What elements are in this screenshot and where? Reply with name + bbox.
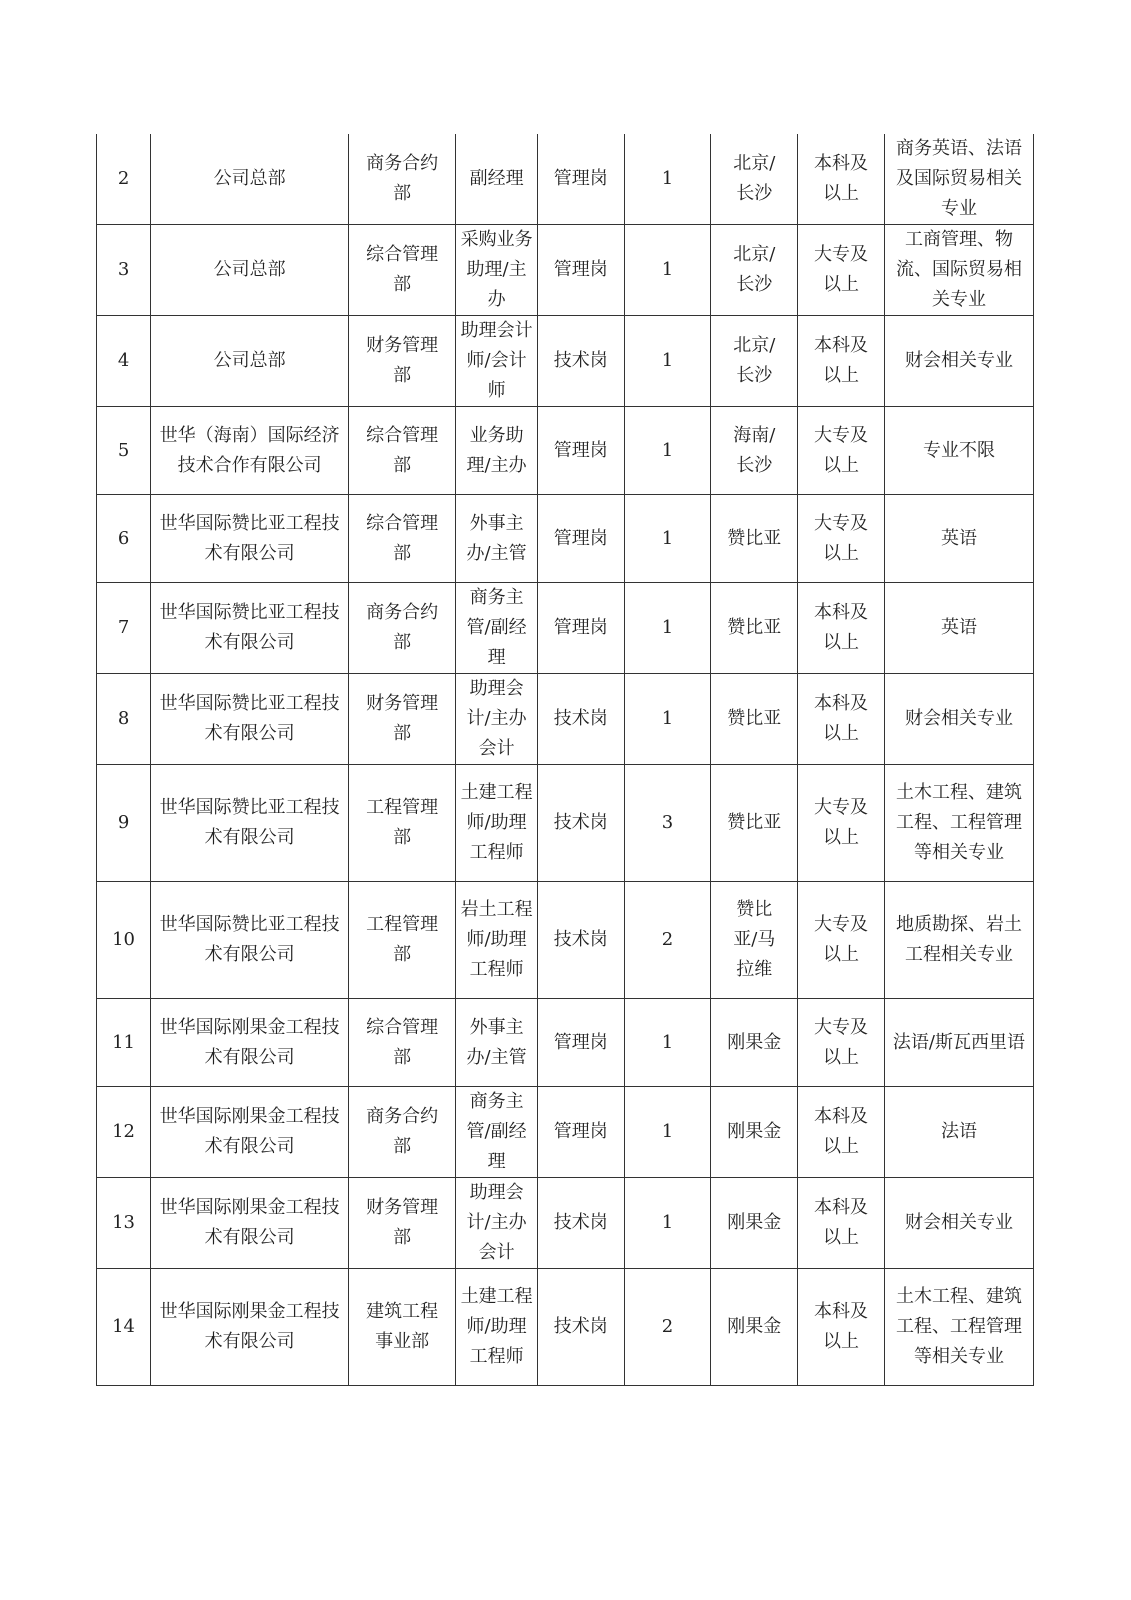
cell-count: 3 <box>624 765 711 882</box>
cell-count: 1 <box>624 1178 711 1269</box>
cell-category: 管理岗 <box>537 1087 624 1178</box>
cell-education: 大专及以上 <box>798 495 885 583</box>
cell-location: 刚果金 <box>711 1178 798 1269</box>
cell-major: 法语/斯瓦西里语 <box>884 999 1033 1087</box>
cell-location: 赞比亚 <box>711 674 798 765</box>
cell-major: 财会相关专业 <box>884 1178 1033 1269</box>
cell-company: 世华国际刚果金工程技术有限公司 <box>151 999 349 1087</box>
cell-no: 13 <box>97 1178 151 1269</box>
cell-company: 世华国际赞比亚工程技术有限公司 <box>151 674 349 765</box>
cell-education: 本科及以上 <box>798 1269 885 1386</box>
cell-department: 工程管理部 <box>349 765 456 882</box>
cell-category: 管理岗 <box>537 999 624 1087</box>
cell-no: 11 <box>97 999 151 1087</box>
table-body <box>97 134 1034 1386</box>
cell-count: 1 <box>624 674 711 765</box>
cell-company: 世华国际赞比亚工程技术有限公司 <box>151 765 349 882</box>
cell-department: 财务管理部 <box>349 1178 456 1269</box>
cell-company: 世华国际刚果金工程技术有限公司 <box>151 1269 349 1386</box>
cell-location: 赞比亚 <box>711 765 798 882</box>
cell-major: 土木工程、建筑工程、工程管理等相关专业 <box>884 1269 1033 1386</box>
cell-position: 土建工程师/助理工程师 <box>456 765 538 882</box>
cell-position: 采购业务助理/主办 <box>456 225 538 316</box>
cell-position: 外事主办/主管 <box>456 495 538 583</box>
cell-position: 业务助理/主办 <box>456 407 538 495</box>
cell-major: 法语 <box>884 1087 1033 1178</box>
cell-department: 综合管理部 <box>349 225 456 316</box>
cell-company: 公司总部 <box>151 134 349 225</box>
cell-education: 本科及以上 <box>798 583 885 674</box>
cell-category: 技术岗 <box>537 316 624 407</box>
cell-location: 赞比亚 <box>711 495 798 583</box>
cell-position: 副经理 <box>456 134 538 225</box>
table-row <box>97 999 1034 1087</box>
cell-department: 建筑工程事业部 <box>349 1269 456 1386</box>
cell-no: 8 <box>97 674 151 765</box>
cell-department: 工程管理部 <box>349 882 456 999</box>
cell-location: 北京/长沙 <box>711 316 798 407</box>
cell-department: 财务管理部 <box>349 674 456 765</box>
cell-education: 大专及以上 <box>798 407 885 495</box>
cell-count: 1 <box>624 134 711 225</box>
cell-no: 3 <box>97 225 151 316</box>
cell-major: 英语 <box>884 583 1033 674</box>
cell-count: 1 <box>624 407 711 495</box>
table-row <box>97 1178 1034 1269</box>
cell-position: 助理会计/主办会计 <box>456 1178 538 1269</box>
cell-major: 英语 <box>884 495 1033 583</box>
cell-count: 2 <box>624 882 711 999</box>
cell-no: 7 <box>97 583 151 674</box>
cell-major: 专业不限 <box>884 407 1033 495</box>
cell-position: 商务主管/副经理 <box>456 1087 538 1178</box>
cell-education: 大专及以上 <box>798 765 885 882</box>
cell-count: 1 <box>624 999 711 1087</box>
table-row <box>97 674 1034 765</box>
cell-education: 本科及以上 <box>798 674 885 765</box>
cell-major: 财会相关专业 <box>884 316 1033 407</box>
cell-department: 综合管理部 <box>349 999 456 1087</box>
table-row <box>97 134 1034 225</box>
table-row <box>97 225 1034 316</box>
cell-category: 技术岗 <box>537 674 624 765</box>
cell-no: 5 <box>97 407 151 495</box>
job-openings-table <box>96 134 1034 1386</box>
cell-no: 4 <box>97 316 151 407</box>
cell-major: 商务英语、法语及国际贸易相关专业 <box>884 134 1033 225</box>
cell-major: 财会相关专业 <box>884 674 1033 765</box>
table-row <box>97 316 1034 407</box>
cell-category: 技术岗 <box>537 882 624 999</box>
cell-location: 赞比亚 <box>711 583 798 674</box>
table-row <box>97 882 1034 999</box>
cell-category: 管理岗 <box>537 407 624 495</box>
cell-category: 管理岗 <box>537 134 624 225</box>
cell-no: 10 <box>97 882 151 999</box>
cell-location: 北京/长沙 <box>711 134 798 225</box>
cell-category: 管理岗 <box>537 583 624 674</box>
cell-company: 公司总部 <box>151 225 349 316</box>
cell-location: 海南/长沙 <box>711 407 798 495</box>
cell-position: 助理会计师/会计师 <box>456 316 538 407</box>
cell-education: 大专及以上 <box>798 225 885 316</box>
cell-department: 财务管理部 <box>349 316 456 407</box>
cell-position: 土建工程师/助理工程师 <box>456 1269 538 1386</box>
cell-count: 2 <box>624 1269 711 1386</box>
cell-location: 刚果金 <box>711 999 798 1087</box>
cell-company: 世华（海南）国际经济技术合作有限公司 <box>151 407 349 495</box>
cell-department: 商务合约部 <box>349 134 456 225</box>
cell-education: 本科及以上 <box>798 134 885 225</box>
cell-category: 管理岗 <box>537 225 624 316</box>
cell-major: 土木工程、建筑工程、工程管理等相关专业 <box>884 765 1033 882</box>
table-row <box>97 1087 1034 1178</box>
cell-position: 岩土工程师/助理工程师 <box>456 882 538 999</box>
cell-education: 本科及以上 <box>798 1178 885 1269</box>
cell-no: 14 <box>97 1269 151 1386</box>
cell-company: 世华国际赞比亚工程技术有限公司 <box>151 583 349 674</box>
cell-company: 世华国际赞比亚工程技术有限公司 <box>151 495 349 583</box>
table-row <box>97 407 1034 495</box>
cell-company: 公司总部 <box>151 316 349 407</box>
cell-category: 管理岗 <box>537 495 624 583</box>
cell-location: 北京/长沙 <box>711 225 798 316</box>
cell-count: 1 <box>624 225 711 316</box>
cell-company: 世华国际刚果金工程技术有限公司 <box>151 1087 349 1178</box>
cell-major: 地质勘探、岩土工程相关专业 <box>884 882 1033 999</box>
cell-department: 综合管理部 <box>349 495 456 583</box>
cell-department: 商务合约部 <box>349 583 456 674</box>
cell-company: 世华国际赞比亚工程技术有限公司 <box>151 882 349 999</box>
cell-count: 1 <box>624 316 711 407</box>
cell-location: 刚果金 <box>711 1269 798 1386</box>
cell-department: 综合管理部 <box>349 407 456 495</box>
cell-count: 1 <box>624 495 711 583</box>
cell-education: 大专及以上 <box>798 999 885 1087</box>
cell-education: 大专及以上 <box>798 882 885 999</box>
cell-no: 9 <box>97 765 151 882</box>
cell-position: 商务主管/副经理 <box>456 583 538 674</box>
cell-category: 技术岗 <box>537 1269 624 1386</box>
cell-position: 助理会计/主办会计 <box>456 674 538 765</box>
cell-count: 1 <box>624 583 711 674</box>
table-row <box>97 495 1034 583</box>
cell-count: 1 <box>624 1087 711 1178</box>
cell-category: 技术岗 <box>537 765 624 882</box>
cell-department: 商务合约部 <box>349 1087 456 1178</box>
table-row <box>97 583 1034 674</box>
cell-category: 技术岗 <box>537 1178 624 1269</box>
cell-education: 本科及以上 <box>798 316 885 407</box>
cell-location: 赞比亚/马拉维 <box>711 882 798 999</box>
cell-no: 2 <box>97 134 151 225</box>
cell-company: 世华国际刚果金工程技术有限公司 <box>151 1178 349 1269</box>
cell-no: 12 <box>97 1087 151 1178</box>
cell-major: 工商管理、物流、国际贸易相关专业 <box>884 225 1033 316</box>
cell-location: 刚果金 <box>711 1087 798 1178</box>
table-row <box>97 1269 1034 1386</box>
cell-no: 6 <box>97 495 151 583</box>
table-row <box>97 765 1034 882</box>
cell-education: 本科及以上 <box>798 1087 885 1178</box>
cell-position: 外事主办/主管 <box>456 999 538 1087</box>
